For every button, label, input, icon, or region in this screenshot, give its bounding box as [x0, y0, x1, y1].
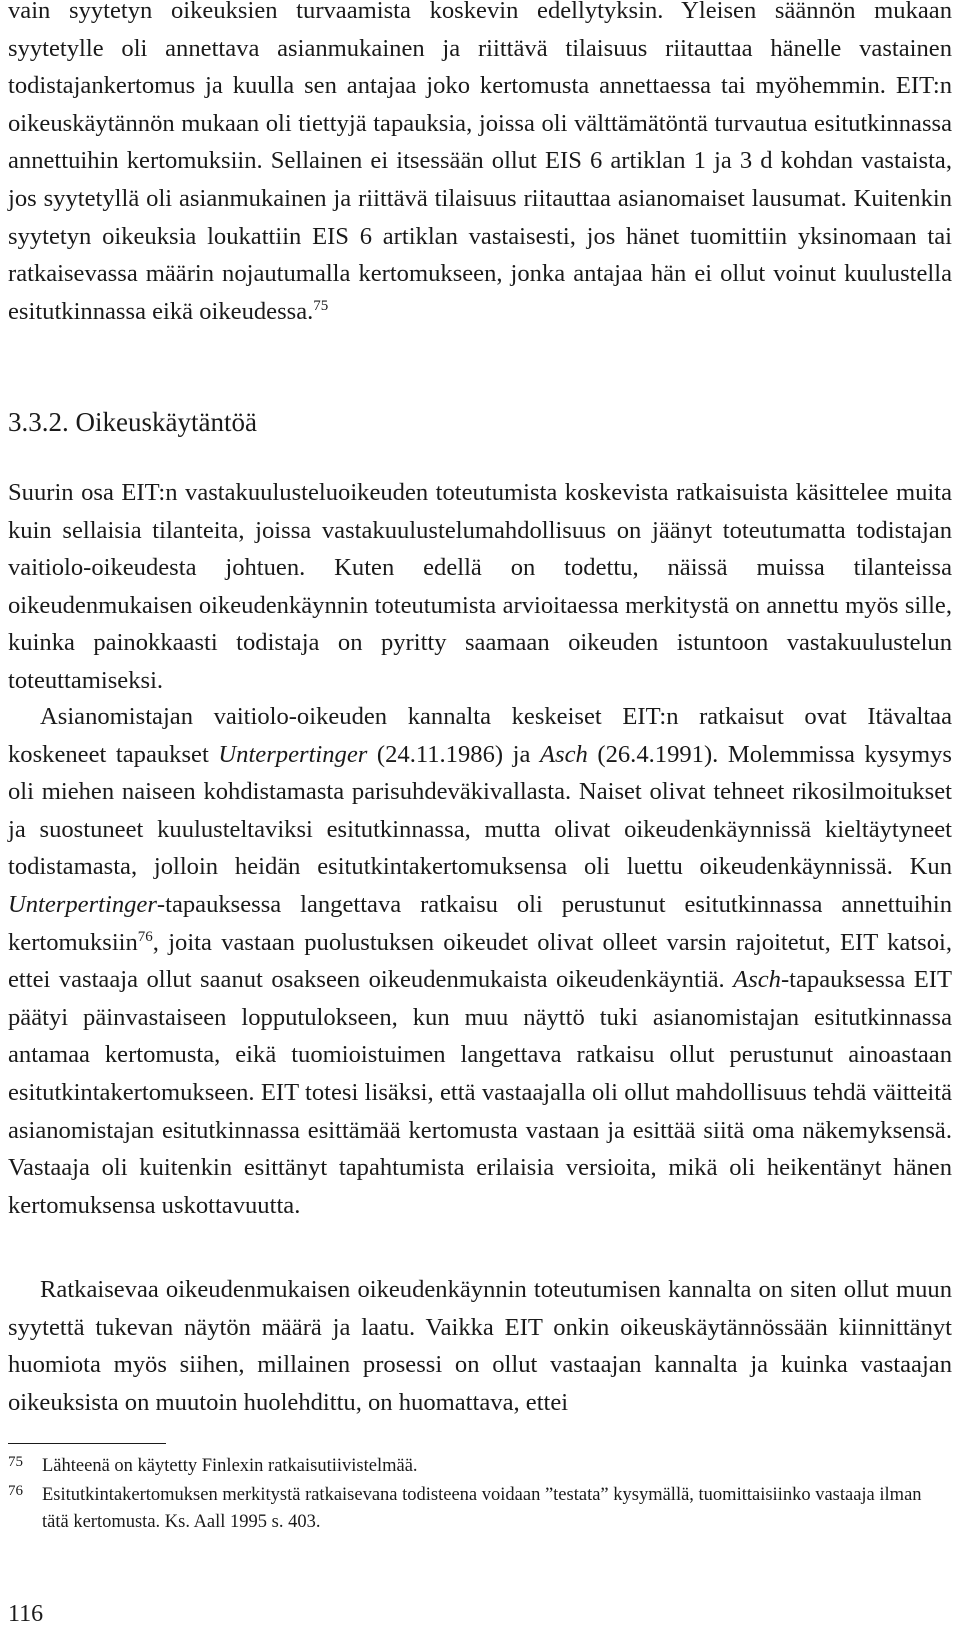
case-name: Unterpertinger [218, 740, 368, 768]
paragraph-text: (26.4.1991). Molemmissa kysymys oli miehen naiseen kohdistamasta parisuhdeväkivallasta. Naiset olivat tehneet rikosilmoitukset ja suostuneet kuulusteltaviksi esitutkinnassa, mutta olivat oikeudenkäynnissä kieltäytyneet todistamasta, jolloin heidän esitutkintakertomuksensa oli luettu oikeudenkäynnissä. Kun [8, 740, 953, 881]
body-paragraph [8, 0, 952, 330]
footnote-number: 75 [8, 1454, 23, 1470]
body-paragraph: Suurin osa EIT:n vastakuulusteluoikeuden toteutumista koskevista ratkaisuista käsittelee muita kuin sellaisia tilanteita, joissa vastakuulustelumahdollisuus on jäänyt toteutumatta todistajan vaitiolo-oikeudesta johtuen. Kuten edellä on todettu, näissä muissa tilanteissa oikeudenmukaisen oikeudenkäynnin toteutumista arvioitaessa merkitystä on annettu myös sille, kuinka painokkaasti todistaja on pyritty saamaan oikeuden istuntoon vastakuulustelun toteuttamiseksi. [8, 479, 952, 694]
section-title: Oikeuskäytäntöä [75, 407, 257, 437]
footnote [8, 1482, 952, 1536]
body-paragraph [8, 698, 952, 1224]
paragraph-text: -tapauksessa langettava ratkaisu oli perustunut esitutkinnassa annettuihin kertomuksiin [8, 890, 952, 956]
footnote-text: Esitutkintakertomuksen merkitystä ratkaisevana todisteena voidaan ”testata” kysymällä, tuomittaisiinko vastaaja ilman tätä kertomusta. Ks. Aall 1995 s. 403. [42, 1485, 922, 1532]
section-heading [8, 407, 257, 438]
paragraph-text: (24.11.1986) ja [367, 740, 540, 768]
paragraph-text: -tapauksessa EIT päätyi päinvastaiseen lopputulokseen, kun muu näyttö tuki asianomistajan esitutkinnassa antamaa kertomusta, eikä tuomioistuimen langettava ratkaisu ollut perustunut ainoastaan esitutkintakertomukseen. EIT totesi lisäksi, että vastaajalla oli ollut mahdollisuus tehdä väitteitä asianomistajan esitutkinnassa esittämää kertomusta vastaan ja esittää siitä oma näkemyksensä. Vastaaja oli kuitenkin esittänyt tapahtumista erilaisia versioita, mikä oli heikentänyt hänen kertomuksensa uskottavuutta. [8, 966, 952, 1219]
case-name: Asch [733, 966, 781, 994]
footnotes [8, 1453, 952, 1538]
case-name: Asch [540, 740, 588, 768]
body-paragraph: Ratkaisevaa oikeudenmukaisen oikeudenkäynnin toteutumisen kannalta on siten ollut muun syytettä tukevan näytön määrä ja laatu. Vaikka EIT onkin oikeuskäytännössään kiinnittänyt huomiota myös siihen, millainen prosessi on ollut vastaajan kannalta ja kuinka vastaajan oikeuksista on muutoin huolehdittu, on huomattava, ettei [8, 1276, 952, 1416]
footnote-number: 76 [8, 1483, 23, 1499]
paragraph-text: , joita vastaan puolustuksen oikeudet olivat olleet varsin rajoitetut, EIT katsoi, ettei vastaaja ollut saanut osakseen oikeudenmukaista oikeudenkäyntiä. [8, 928, 952, 994]
section-number: 3.3.2. [8, 407, 69, 437]
footnote-reference: 76 [137, 928, 153, 945]
paragraph-text: vain syytetyn oikeuksien turvaamista koskevin edellytyksin. Yleisen säännön mukaan syytetylle oli annettava asianmukainen ja riittävä tilaisuus riitauttaa hänelle vastainen todistajankertomus ja kuulla sen antajaa joko kertomusta annettaessa tai myöhemmin. EIT:n oikeuskäytännön mukaan oli tiettyjä tapauksia, joissa oli välttämätöntä turvautua esitutkinnassa annettuihin kertomuksiin. Sellainen ei itsessään ollut EIS 6 artiklan 1 ja 3 d kohdan vastaista, jos syytetyllä oli asianmukainen ja riittävä tilaisuus riitauttaa asianomaiset lausumat. Kuitenkin syytetyn oikeuksia loukattiin EIS 6 artiklan vastaisesti, jos hänet tuomittiin yksinomaan tai ratkaisevassa määrin nojautumalla kertomukseen, jonka antajaa hän ei ollut voinut kuulustella esitutkinnassa eikä oikeudessa. [8, 0, 952, 325]
case-name: Unterpertinger [8, 890, 157, 918]
footnote-divider [8, 1443, 166, 1444]
paragraph-text: Asianomistajan vaitiolo-oikeuden kannalta keskeiset EIT:n ratkaisut ovat Itävaltaa koskeneet tapaukset [8, 703, 952, 768]
page-number: 116 [8, 1601, 44, 1627]
footnote-reference: 75 [313, 297, 329, 314]
footnote [8, 1453, 952, 1480]
footnote-text: Lähteenä on käytetty Finlexin ratkaisutiivistelmää. [42, 1456, 418, 1476]
